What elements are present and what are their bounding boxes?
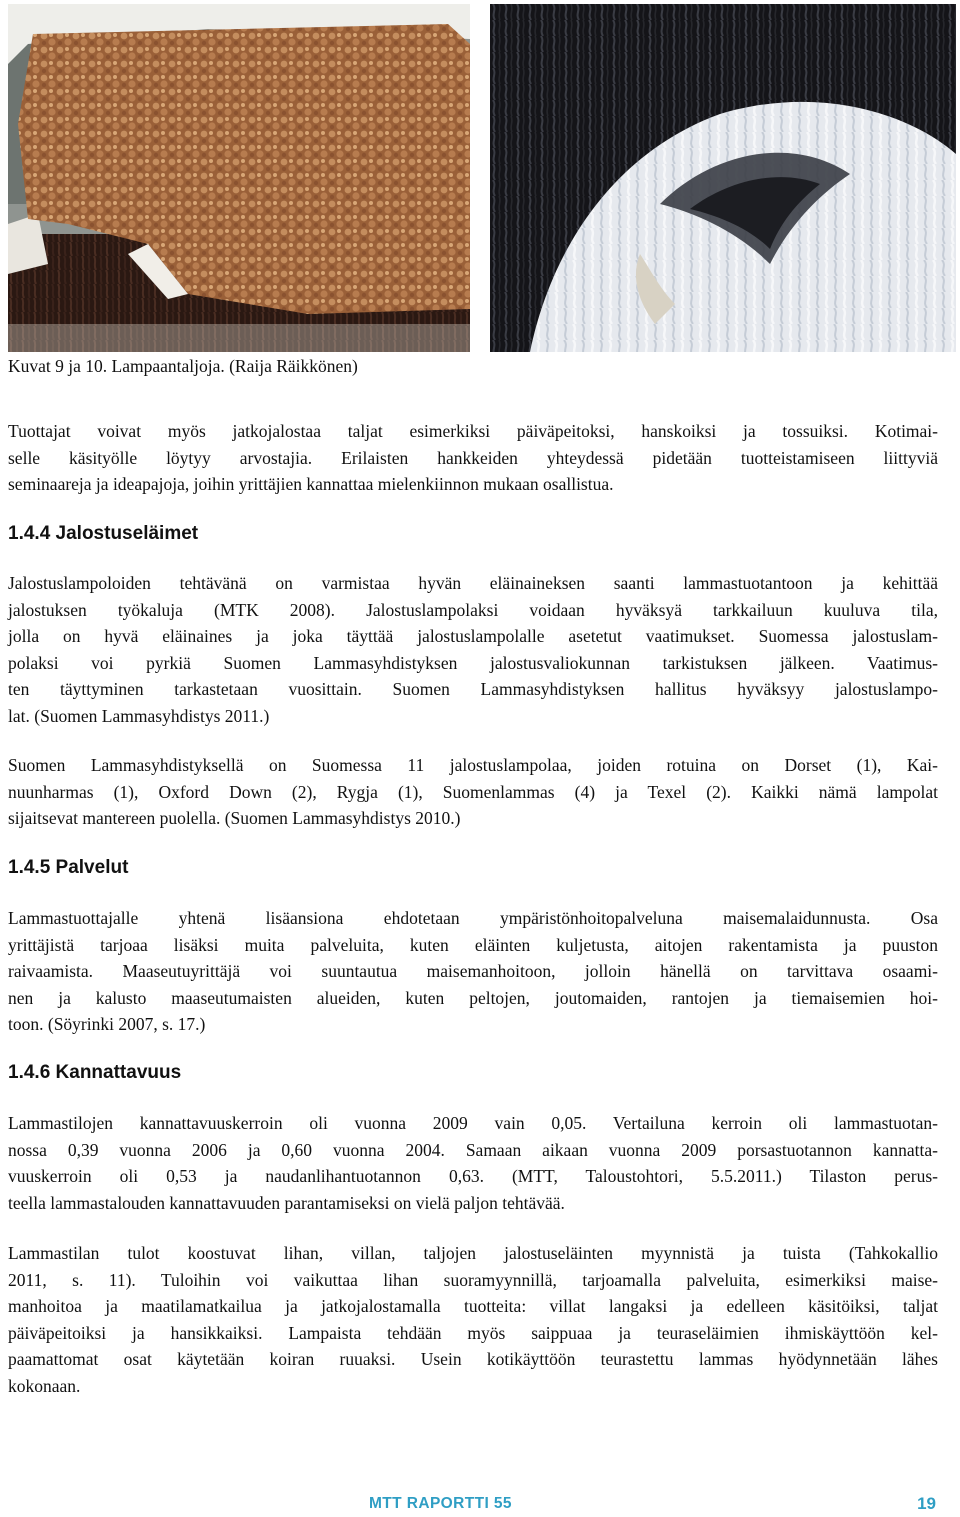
text-line: nossa 0,39 vuonna 2006 ja 0,60 vuonna 2004. Samaan aikaan vuonna 2009 porsastuotannon kannatta- <box>8 1139 938 1160</box>
text-line: sijaitsevat mantereen puolella. (Suomen Lammasyhdistys 2010.) <box>8 808 461 828</box>
figure-caption: Kuvat 9 ja 10. Lampaantaljoja. (Raija Räikkönen) <box>8 356 358 376</box>
brown-sheepskin-photo <box>8 4 470 352</box>
text-line: polaksi voi pyrkiä Suomen Lammasyhdistyksen jalostusvaliokunnan tarkistuksen jälkeen. Vaatimus- <box>8 652 938 673</box>
text-line: raivaamista. Maaseutuyrittäjä voi suuntautua maisemanhoitoon, jolloin hänellä on tarvittava osaami- <box>8 961 938 981</box>
paragraph-kannattavuus-1 <box>8 1110 938 1216</box>
text-line: paamattomat osat käytetään koiran ruuaksi. Usein kotikäyttöön teurastettu lammas hyödynnetään lähes <box>8 1349 938 1369</box>
text-line: Tuottajat voivat myös jatkojalostaa taljat esimerkiksi päiväpeitoksi, hanskoiksi ja tossuiksi. Kotimai- <box>8 421 938 441</box>
text-line: selle käsityölle löytyy arvostajia. Erilaisten hankkeiden yhteydessä pidetään tuotteistamiseen liittyviä <box>8 447 938 468</box>
paragraph-kannattavuus-2 <box>8 1240 938 1399</box>
text-line: ten täyttyminen tarkastetaan vuosittain. Suomen Lammasyhdistyksen hallitus hyväksyy jalostuslampo- <box>8 679 938 699</box>
section-heading-1-4-4: 1.4.4 Jalostuseläimet <box>8 523 199 544</box>
section-heading-1-4-6: 1.4.6 Kannattavuus <box>8 1062 182 1083</box>
text-line: manhoitoa ja maatilamatkailua ja jatkojalostamalla tuotteita: villat langaksi ja edelleen käsitöiksi, taljat <box>8 1296 938 1316</box>
white-black-sheepskin-photo <box>490 4 956 352</box>
text-line: Suomen Lammasyhdistyksellä on Suomessa 11 jalostuslampolaa, joiden rotuina on Dorset (1), Kai- <box>8 755 938 775</box>
text-line: vuuskerroin oli 0,53 ja naudanlihantuotannon 0,63. (MTT, Taloustohtori, 5.5.2011.) Tilaston perus- <box>8 1166 938 1186</box>
text-line: Lammastilan tulot koostuvat lihan, villan, taljojen jalostuseläinten myynnistä ja tuista (Tahkokallio <box>8 1243 938 1263</box>
text-line: nen ja kalusto maaseutumaisten alueiden, kuten peltojen, joutomaiden, rantojen ja tiemaisemien hoi- <box>8 987 938 1008</box>
text-line: seminaareja ja ideapajoja, joihin yrittäjien kannattaa mielenkiinnon mukaan osallistua. <box>8 474 614 494</box>
text-line: Jalostuslampoloiden tehtävänä on varmistaa hyvän eläinaineksen saanti lammastuotantoon ja kehittää <box>8 573 938 593</box>
intro-paragraph <box>8 418 938 498</box>
text-line: Lammastuottajalle yhtenä lisäansiona ehdotetaan ympäristönhoitopalveluna maisemalaidunnusta. Osa <box>8 908 938 928</box>
text-line: lat. (Suomen Lammasyhdistys 2011.) <box>8 705 270 726</box>
paragraph-jalostuselaimet-1 <box>8 570 938 729</box>
text-line: päiväpeitoiksi ja hansikkaiksi. Lampaista tehdään myös saippuaa ja teuraseläimien ihmiskäyttöön kel- <box>8 1322 938 1343</box>
text-line: jolla on hyvä eläinaines ja joka täyttää jalostuslampolalle asetetut vaatimukset. Suomessa jalostuslam- <box>8 626 938 646</box>
paragraph-palvelut <box>8 905 938 1038</box>
text-line: teella lammastalouden kannattavuuden parantamiseksi on vielä paljon tehtävää. <box>8 1192 565 1213</box>
footer-report-title: MTT RAPORTTI 55 <box>369 1495 512 1512</box>
text-line: yrittäjistä tarjoaa lisäksi muita palveluita, kuten eläinten kuljetusta, aitojen rakentamista ja puuston <box>8 934 938 955</box>
section-heading-1-4-5: 1.4.5 Palvelut <box>8 857 129 878</box>
paragraph-jalostuselaimet-2 <box>8 752 938 832</box>
text-line: nuunharmas (1), Oxford Down (2), Rygja (1), Suomenlammas (4) ja Texel (2). Kaikki nämä lampolat <box>8 781 938 802</box>
text-line: kokonaan. <box>8 1375 81 1396</box>
text-line: toon. (Söyrinki 2007, s. 17.) <box>8 1014 206 1034</box>
text-line: 2011, s. 11). Tuloihin voi vaikuttaa lihan suoramyynnillä, tarjoamalla palveluita, esimerkiksi maise- <box>8 1269 938 1290</box>
text-line: jalostuksen työkaluja (MTK 2008). Jalostuslampolaksi voidaan hyväksyä tarkkailuun kuuluva tila, <box>8 599 938 620</box>
page-number: 19 <box>917 1494 936 1513</box>
text-line: Lammastilojen kannattavuuskerroin oli vuonna 2009 vain 0,05. Vertailuna kerroin oli lammastuotan- <box>8 1113 938 1133</box>
